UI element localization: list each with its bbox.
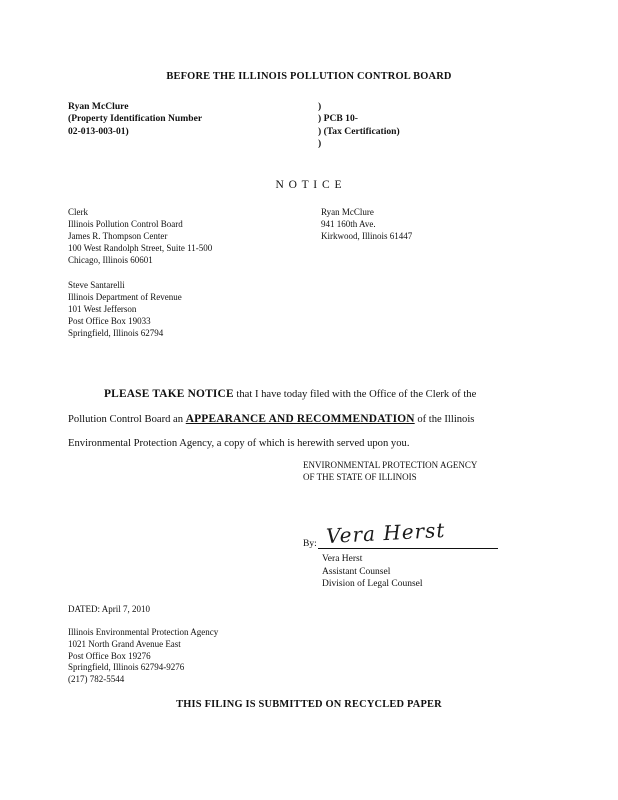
recycled-paper-footer: THIS FILING IS SUBMITTED ON RECYCLED PAPER xyxy=(176,699,442,710)
address-line: Springfield, Illinois 62794 xyxy=(68,328,164,338)
notice-lead: PLEASE TAKE NOTICE xyxy=(104,388,234,400)
agency-block xyxy=(303,459,477,484)
address-line: Post Office Box 19033 xyxy=(68,316,151,326)
body-fragment: that I have today filed with the Office of the Clerk of the xyxy=(233,389,477,400)
filed-document-title: APPEARANCE AND RECOMMENDATION xyxy=(185,413,415,425)
notice-body xyxy=(68,382,568,456)
address-line: Chicago, Illinois 60601 xyxy=(68,255,153,265)
document-heading: BEFORE THE ILLINOIS POLLUTION CONTROL BOARD xyxy=(166,71,452,82)
address-mcclure xyxy=(321,206,412,242)
agency-line: OF THE STATE OF ILLINOIS xyxy=(303,472,417,483)
caption-party-line: 02-013-003-01) xyxy=(68,125,129,137)
caption-party-line: (Property Identification Number xyxy=(68,113,203,125)
agency-line: ENVIRONMENTAL PROTECTION AGENCY xyxy=(303,460,478,470)
caption-docket-line: ) xyxy=(318,138,322,150)
dated-line: DATED: April 7, 2010 xyxy=(68,604,150,614)
body-fragment: Pollution Control Board an xyxy=(68,414,186,425)
body-fragment: of the Illinois xyxy=(414,414,475,425)
signature-by-label: By: xyxy=(303,539,317,549)
signer-line: Assistant Counsel xyxy=(322,566,391,577)
address-line: Kirkwood, Illinois 61447 xyxy=(321,231,413,241)
address-line: Illinois Environmental Protection Agency xyxy=(68,627,219,637)
address-line: Post Office Box 19276 xyxy=(68,650,151,661)
address-line: James R. Thompson Center xyxy=(68,231,168,241)
signature-line xyxy=(318,548,498,549)
address-line: Springfield, Illinois 62794-9276 xyxy=(68,662,185,673)
address-clerk xyxy=(68,206,212,266)
body-line: Environmental Protection Agency, a copy of which is herewith served upon you. xyxy=(68,438,410,449)
address-line: 101 West Jefferson xyxy=(68,304,137,314)
caption-party-line: Ryan McClure xyxy=(68,101,129,112)
caption-docket-line: ) (Tax Certification) xyxy=(318,125,400,137)
caption-docket-line: ) PCB 10- xyxy=(318,113,358,125)
caption-docket-line: ) xyxy=(318,101,322,112)
return-address xyxy=(68,627,218,686)
address-line: Ryan McClure xyxy=(321,207,374,217)
address-line: (217) 782-5544 xyxy=(68,674,125,685)
address-line: Steve Santarelli xyxy=(68,280,125,290)
address-line: 100 West Randolph Street, Suite 11-500 xyxy=(68,243,213,253)
signer-block xyxy=(322,553,423,591)
caption-docket-block xyxy=(318,101,400,151)
body-line xyxy=(68,407,568,432)
caption-party-block xyxy=(68,101,202,138)
address-line: 1021 North Grand Avenue East xyxy=(68,638,181,649)
address-line: Illinois Department of Revenue xyxy=(68,292,182,302)
address-line: Clerk xyxy=(68,207,88,217)
body-line xyxy=(68,382,568,407)
signer-line: Vera Herst xyxy=(322,554,363,564)
notice-title: N O T I C E xyxy=(275,179,343,191)
signer-line: Division of Legal Counsel xyxy=(322,579,423,590)
handwritten-signature: Vera Herst xyxy=(325,517,446,549)
address-santarelli xyxy=(68,279,182,339)
address-line: Illinois Pollution Control Board xyxy=(68,219,183,229)
address-line: 941 160th Ave. xyxy=(321,219,376,229)
